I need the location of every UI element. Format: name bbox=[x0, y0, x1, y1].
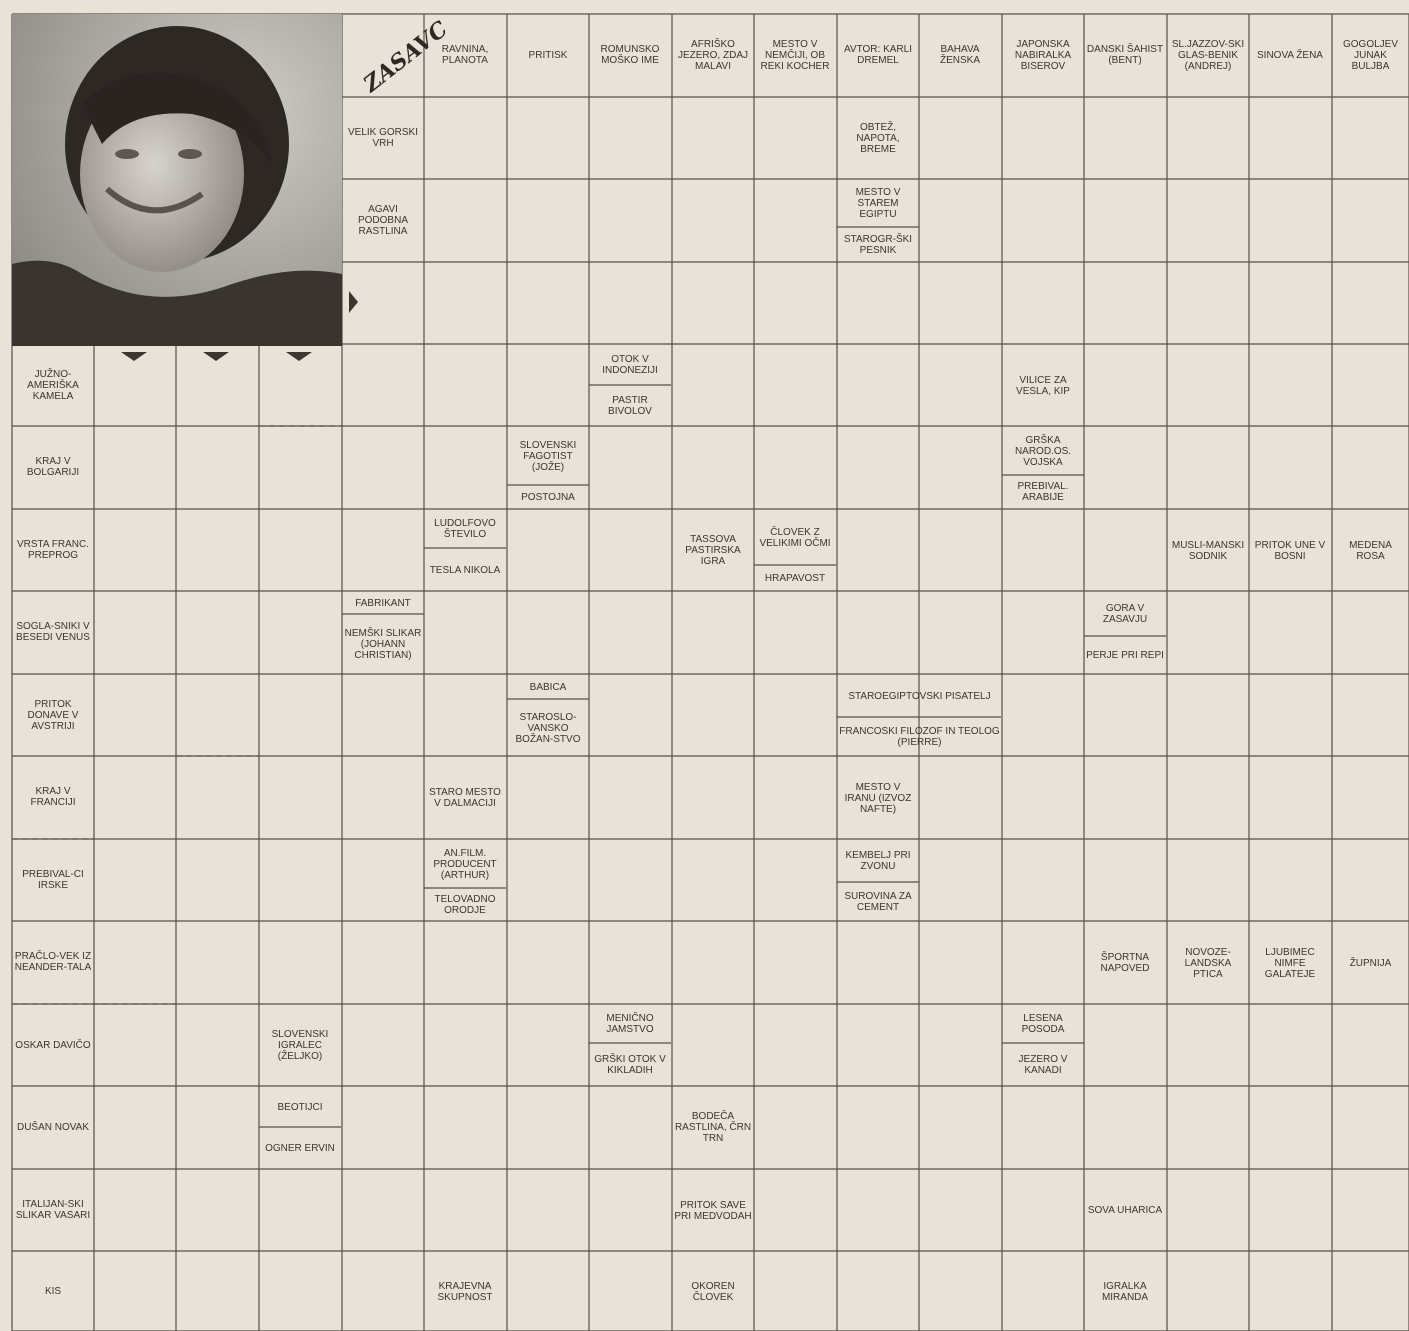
clue-tesla: TESLA NIKOLA bbox=[429, 564, 501, 576]
clue-oskar: OSKAR DAVIČO bbox=[15, 1039, 91, 1051]
clue-mesto-nemcija: MESTO V NEMČIJI, OB REKI KOCHER bbox=[760, 38, 830, 72]
clue-velik: VELIK GORSKI VRH bbox=[347, 127, 419, 149]
clue-dusan: DUŠAN NOVAK bbox=[16, 1121, 90, 1133]
clue-tassova: TASSOVA PASTIRSKA IGRA bbox=[685, 534, 741, 567]
clue-grska: GRŠKA NAROD.OS. VOJSKA bbox=[1014, 434, 1072, 468]
clue-pritok-donave: PRITOK DONAVE V AVSTRIJI bbox=[27, 698, 79, 732]
clue-sinova: SINOVA ŽENA bbox=[1257, 49, 1323, 61]
clue-grski-otok: GRŠKI OTOK V KIKLADIH bbox=[594, 1054, 666, 1076]
clue-japonska: JAPONSKA NABIRALKA BISEROV bbox=[1014, 38, 1072, 72]
portrait-photo bbox=[12, 14, 342, 346]
clue-italijanski: ITALIJAN-SKI SLIKAR VASARI bbox=[15, 1199, 91, 1221]
clue-pritok-save: PRITOK SAVE PRI MEDVODAH bbox=[674, 1199, 752, 1222]
clue-ludolf: LUDOLFOVO ŠTEVILO bbox=[434, 518, 496, 540]
clue-producent: AN.FILM. PRODUCENT (ARTHUR) bbox=[433, 847, 497, 881]
clue-perje: PERJE PRI REPI bbox=[1086, 650, 1164, 661]
clue-otok-indonezija: OTOK V INDONEZIJI bbox=[602, 354, 658, 376]
clue-prebival-arabije: PREBIVAL. ARABIJE bbox=[1017, 481, 1069, 503]
clue-gora: GORA V ZASAVJU bbox=[1102, 603, 1148, 625]
arrow-right-icon bbox=[349, 291, 358, 313]
clue-avtor: AVTOR: KARLI DREMEL bbox=[844, 44, 912, 66]
clue-clovek-oci: ČLOVEK Z VELIKIMI OČMI bbox=[759, 526, 831, 549]
clue-soglasniki: SOGLA-SNIKI V BESEDI VENUS bbox=[16, 621, 90, 643]
clue-kis: KIS bbox=[44, 1285, 62, 1297]
clue-surovina: SUROVINA ZA CEMENT bbox=[844, 891, 912, 913]
clue-okoren: OKOREN ČLOVEK bbox=[691, 1280, 735, 1303]
clue-jezero-kanada: JEZERO V KANADI bbox=[1018, 1054, 1068, 1076]
clue-francoski: FRANCOSKI FILOZOF IN TEOLOG (PIERRE) bbox=[839, 726, 1000, 748]
clue-telovadno: TELOVADNO ORODJE bbox=[434, 894, 496, 916]
clue-mesto-iran: MESTO V IRANU (IZVOZ NAFTE) bbox=[844, 781, 912, 815]
clue-starogr: STAROGR-ŠKI PESNIK bbox=[843, 233, 913, 256]
clue-krajevna: KRAJEVNA SKUPNOST bbox=[437, 1280, 493, 1303]
clue-kraj-francija: KRAJ V FRANCIJI bbox=[30, 786, 76, 808]
clue-fagotist: SLOVENSKI FAGOTIST (JOŽE) bbox=[519, 439, 577, 473]
clue-bahava: BAHAVA ŽENSKA bbox=[939, 44, 980, 66]
clue-afrisko: AFRIŠKO JEZERO, ZDAJ MALAVI bbox=[677, 38, 748, 72]
clue-obtez: OBTEŽ, NAPOTA, BREME bbox=[856, 121, 900, 155]
clue-pastir: PASTIR BIVOLOV bbox=[608, 395, 652, 417]
clue-vilice: VILICE ZA VESLA, KIP bbox=[1016, 374, 1070, 397]
clue-staroslo: STAROSLO-VANSKO BOŽAN-STVO bbox=[515, 711, 581, 745]
clue-mesto-egipt: MESTO V STAREM EGIPTU bbox=[855, 187, 901, 220]
clue-babica: BABICA bbox=[529, 681, 567, 693]
arrow-down-icon bbox=[203, 352, 229, 361]
clue-musli: MUSLI-MANSKI SODNIK bbox=[1171, 539, 1245, 562]
clue-hrapavost: HRAPAVOST bbox=[764, 573, 826, 584]
clue-slov-igralec: SLOVENSKI IGRALEC (ŽELJKO) bbox=[271, 1029, 329, 1062]
clue-nemski: NEMŠKI SLIKAR (JOHANN CHRISTIAN) bbox=[344, 628, 422, 661]
clue-juzno: JUŽNO-AMERIŠKA KAMELA bbox=[27, 368, 79, 402]
clue-praclovek: PRAČLO-VEK IZ NEANDER-TALA bbox=[14, 951, 92, 973]
clue-medena: MEDENA ROSA bbox=[1349, 539, 1392, 562]
clue-pritok-une: PRITOK UNE V BOSNI bbox=[1254, 539, 1326, 562]
clue-romunsko: ROMUNSKO MOŠKO IME bbox=[600, 44, 660, 66]
clue-bodeca: BODEČA RASTLINA, ČRN TRN bbox=[674, 1111, 752, 1144]
clue-staro-mesto: STARO MESTO V DALMACIJI bbox=[429, 787, 501, 809]
clue-danski: DANSKI ŠAHIST (BENT) bbox=[1086, 44, 1164, 66]
clue-vrsta: VRSTA FRANC. PREPROG bbox=[16, 539, 90, 561]
clue-ljubimec: LJUBIMEC NIMFE GALATEJE bbox=[1264, 946, 1316, 980]
clue-menicno: MENIČNO JAMSTVO bbox=[606, 1013, 654, 1035]
clue-gogoljev: GOGOLJEV JUNAK BULJBA bbox=[1342, 38, 1398, 72]
arrow-down-icon bbox=[121, 352, 147, 361]
clue-ravnina: RAVNINA, PLANOTA bbox=[441, 44, 489, 66]
clue-ogner: OGNER ERVIN bbox=[265, 1142, 335, 1154]
clue-lesena: LESENA POSODA bbox=[1021, 1013, 1065, 1035]
arrow-down-icon bbox=[286, 352, 312, 361]
clue-novoze: NOVOZE-LANDSKA PTICA bbox=[1184, 946, 1232, 980]
clue-pritisk: PRITISK bbox=[528, 49, 568, 61]
clue-kraj-bolgarija: KRAJ V BOLGARIJI bbox=[26, 456, 80, 478]
clue-fabrikant: FABRIKANT bbox=[355, 597, 411, 609]
zasavc-logo bbox=[344, 16, 453, 98]
svg-text:ZASAVC: ZASAVC bbox=[358, 16, 453, 98]
clue-staroegipt: STAROEGIPTOVSKI PISATELJ bbox=[848, 690, 991, 702]
clue-sova: SOVA UHARICA bbox=[1087, 1205, 1163, 1216]
clue-zupnija: ŽUPNIJA bbox=[1349, 957, 1392, 969]
clue-igralka: IGRALKA MIRANDA bbox=[1101, 1280, 1149, 1303]
clue-prebivalci-irske: PREBIVAL-CI IRSKE bbox=[22, 869, 84, 891]
clue-kembelj: KEMBELJ PRI ZVONU bbox=[845, 850, 911, 872]
clue-postojna: POSTOJNA bbox=[521, 491, 575, 503]
clue-beotijci: BEOTIJCI bbox=[277, 1101, 323, 1113]
clue-sportna: ŠPORTNA NAPOVED bbox=[1100, 952, 1150, 974]
clue-agavi: AGAVI PODOBNA RASTLINA bbox=[357, 203, 408, 237]
clue-sl-jazzov: SL.JAZZOV-SKI GLAS-BENIK (ANDREJ) bbox=[1171, 38, 1245, 72]
